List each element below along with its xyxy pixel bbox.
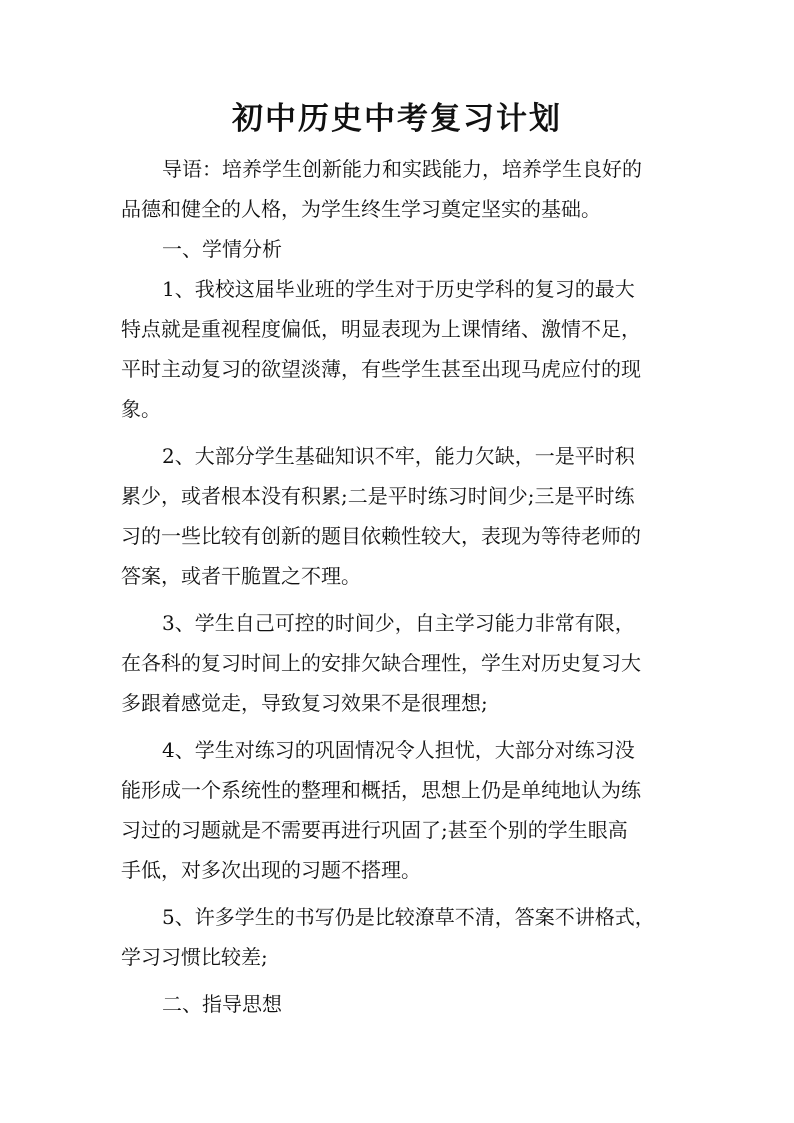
paragraph-line: 导语：培养学生创新能力和实践能力，培养学生良好的 <box>162 157 642 181</box>
paragraph-line: 习的一些比较有创新的题目依赖性较大，表现为等待老师的 <box>121 524 641 548</box>
paragraph-3 <box>121 603 691 723</box>
paragraph-line: 累少，或者根本没有积累;二是平时练习时间少;三是平时练 <box>121 484 635 508</box>
paragraph-line: 在各科的复习时间上的安排欠缺合理性，学生对历史复习大 <box>121 651 641 675</box>
paragraph-line: 学习习惯比较差; <box>121 945 268 969</box>
paragraph-line: 习过的习题就是不需要再进行巩固了;甚至个别的学生眼高 <box>121 818 628 842</box>
paragraph-line: 4、学生对练习的巩固情况令人担忧，大部分对练习没 <box>162 738 635 762</box>
paragraph-line: 手低，对多次出现的习题不搭理。 <box>121 858 421 882</box>
paragraph-line: 品德和健全的人格，为学生终生学习奠定坚实的基础。 <box>121 197 601 221</box>
paragraph-1 <box>121 269 691 429</box>
paragraph-line: 能形成一个系统性的整理和概括，思想上仍是单纯地认为练 <box>121 778 641 802</box>
section-heading-2: 二、指导思想 <box>162 992 282 1016</box>
paragraph-line: 象。 <box>121 397 161 421</box>
section-heading-1: 一、学情分析 <box>162 237 282 261</box>
paragraph-2 <box>121 436 691 596</box>
paragraph-line: 1、我校这届毕业班的学生对于历史学科的复习的最大 <box>162 277 635 301</box>
paragraph-line: 答案，或者干脆置之不理。 <box>121 564 361 588</box>
paragraph-line: 特点就是重视程度偏低，明显表现为上课情绪、激情不足， <box>121 317 641 341</box>
paragraph-line: 多跟着感觉走，导致复习效果不是很理想; <box>121 691 488 715</box>
paragraph-line: 3、学生自己可控的时间少，自主学习能力非常有限， <box>162 611 635 635</box>
paragraph-line: 2、大部分学生基础知识不牢，能力欠缺，一是平时积 <box>162 444 635 468</box>
paragraph-line: 5、许多学生的书写仍是比较潦草不清，答案不讲格式， <box>162 905 655 929</box>
paragraph-5 <box>121 897 691 977</box>
paragraph-line: 平时主动复习的欲望淡薄，有些学生甚至出现马虎应付的现 <box>121 357 641 381</box>
intro-paragraph <box>121 149 691 229</box>
document-title: 初中历史中考复习计划 <box>232 101 562 137</box>
paragraph-4 <box>121 730 691 890</box>
document-body <box>121 149 691 1024</box>
